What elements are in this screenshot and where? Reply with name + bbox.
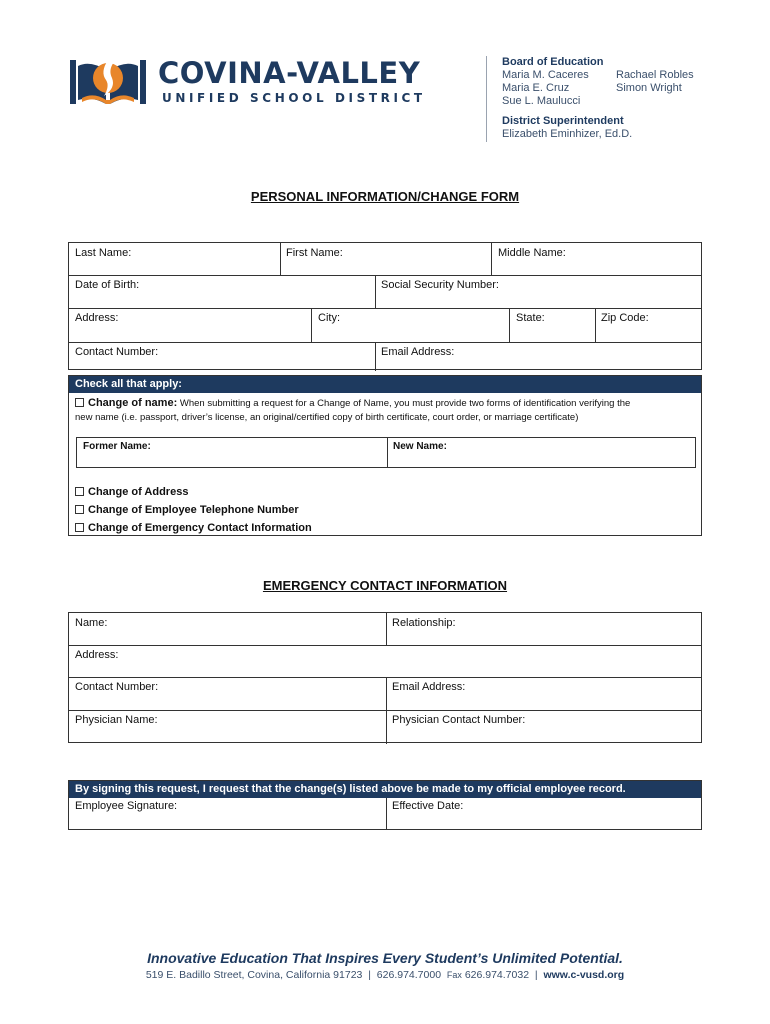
change-options-section (68, 375, 702, 536)
street-address: 519 E. Badillo Street, Covina, California 91723 (145, 969, 363, 981)
row-divider (69, 645, 701, 646)
cell-divider (509, 308, 510, 342)
cell-divider (386, 798, 387, 829)
district-name: COVINA-VALLEY (158, 56, 421, 90)
contact-number-field[interactable]: Contact Number: (75, 346, 159, 358)
row-divider (69, 308, 701, 309)
footer-address: 519 E. Badillo Street, Covina, California 91723 | 626.974.7000 Fax 626.974.7032 | www.c-vusd.org (145, 969, 625, 981)
change-name-note-cont: new name (i.e. passport, driver’s license, an original/certified copy of birth certificate, court order, or marriage certificate) (75, 412, 579, 423)
ec-email-field[interactable]: Email Address: (392, 681, 466, 693)
new-name-field[interactable]: New Name: (393, 441, 447, 452)
emergency-contact-table (68, 612, 702, 743)
row-divider (69, 342, 701, 343)
superintendent-name: Elizabeth Eminhizer, Ed.D. (502, 128, 633, 140)
phone-number: 626.974.7000 (376, 969, 442, 981)
checkbox[interactable] (75, 523, 84, 532)
district-subtitle: UNIFIED SCHOOL DISTRICT (162, 91, 426, 105)
check-heading: Check all that apply: (69, 376, 701, 393)
cell-divider (386, 613, 387, 645)
cell-divider (386, 677, 387, 744)
option-label: Change of Employee Telephone Number (88, 504, 299, 516)
board-member: Maria M. Caceres (502, 69, 589, 81)
change-name-note: When submitting a request for a Change of Name, you must provide two forms of identification verifying the (177, 398, 631, 409)
footer-tagline: Innovative Education That Inspires Every Student’s Unlimited Potential. (147, 950, 623, 966)
cell-divider (387, 438, 388, 467)
board-heading: Board of Education (502, 56, 604, 68)
checkbox[interactable] (75, 398, 84, 407)
ec-address-field[interactable]: Address: (75, 649, 119, 661)
website-link[interactable]: www.c-vusd.org (543, 969, 625, 981)
personal-form-title: PERSONAL INFORMATION/CHANGE FORM (250, 189, 520, 204)
zip-field[interactable]: Zip Code: (601, 312, 649, 324)
state-field[interactable]: State: (516, 312, 545, 324)
change-name-label: Change of name: (88, 397, 178, 409)
former-name-field[interactable]: Former Name: (83, 441, 151, 452)
change-of-address-option[interactable] (75, 486, 188, 498)
physician-name-field[interactable]: Physician Name: (75, 714, 158, 726)
cell-divider (595, 308, 596, 342)
email-field[interactable]: Email Address: (381, 346, 455, 358)
signature-statement: By signing this request, I request that the change(s) listed above be made to my official employee record. (69, 781, 701, 798)
superintendent-heading: District Superintendent (502, 115, 624, 127)
cell-divider (280, 243, 281, 275)
physician-contact-field[interactable]: Physician Contact Number: (392, 714, 526, 726)
checkbox[interactable] (75, 487, 84, 496)
effective-date-field[interactable]: Effective Date: (392, 800, 464, 812)
change-of-emergency-option[interactable] (75, 522, 312, 534)
board-member: Simon Wright (616, 82, 682, 94)
middle-name-field[interactable]: Middle Name: (498, 247, 566, 259)
option-label: Change of Emergency Contact Information (88, 522, 312, 534)
signature-section (68, 780, 702, 830)
city-field[interactable]: City: (318, 312, 340, 324)
district-logo (68, 52, 148, 108)
change-of-name-option[interactable] (75, 397, 630, 409)
last-name-field[interactable]: Last Name: (75, 247, 132, 259)
board-of-education (502, 56, 722, 141)
fax-label: Fax (446, 970, 462, 980)
board-member: Rachael Robles (616, 69, 694, 81)
row-divider (69, 677, 701, 678)
ec-contact-field[interactable]: Contact Number: (75, 681, 159, 693)
ec-relationship-field[interactable]: Relationship: (392, 617, 456, 629)
name-change-table (76, 437, 696, 468)
board-member: Maria E. Cruz (502, 82, 570, 94)
cell-divider (375, 342, 376, 371)
personal-info-table (68, 242, 702, 370)
emergency-form-title: EMERGENCY CONTACT INFORMATION (262, 578, 508, 593)
row-divider (69, 710, 701, 711)
checkbox[interactable] (75, 505, 84, 514)
ec-name-field[interactable]: Name: (75, 617, 108, 629)
change-of-phone-option[interactable] (75, 504, 299, 516)
employee-signature-field[interactable]: Employee Signature: (75, 800, 178, 812)
cell-divider (491, 243, 492, 275)
address-field[interactable]: Address: (75, 312, 119, 324)
row-divider (69, 275, 701, 276)
fax-number: 626.974.7032 (464, 969, 530, 981)
cell-divider (375, 275, 376, 308)
cell-divider (311, 308, 312, 342)
dob-field[interactable]: Date of Birth: (75, 279, 140, 291)
board-member: Sue L. Maulucci (502, 95, 581, 107)
ssn-field[interactable]: Social Security Number: (381, 279, 499, 291)
header-divider (486, 56, 487, 142)
first-name-field[interactable]: First Name: (286, 247, 343, 259)
option-label: Change of Address (88, 486, 189, 498)
